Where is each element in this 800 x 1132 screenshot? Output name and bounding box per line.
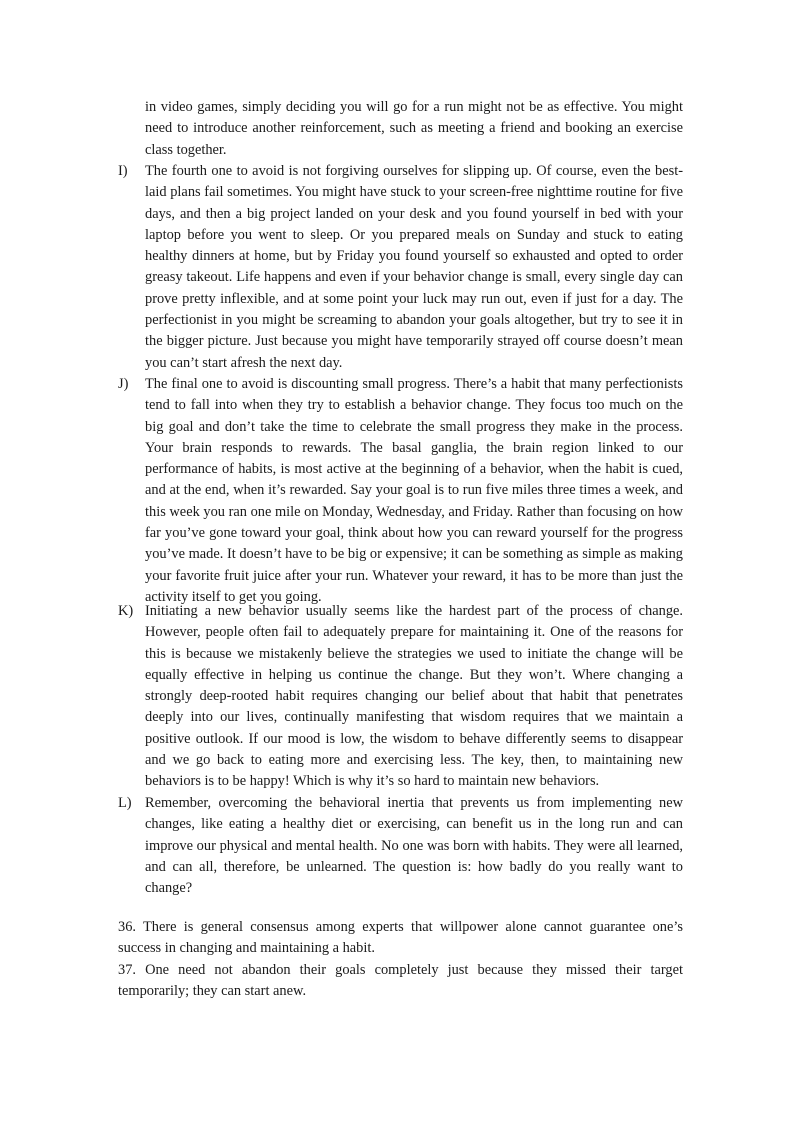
paragraph-text: Initiating a new behavior usually seems like the hardest part of the process of change. However, people often fail to adequately prepare for maintaining it. One of the reasons for this is because we mistakenly believe the strategies we used to initiate the change will be equally effective in helping us continue the change. But they won’t. Where changing a strongly deep-rooted habit requires changing our belief about that habit that penetrates deeply into our lives, continually manifesting that wisdom requires that we maintain a positive outlook. If our mood is low, the wisdom to behave differently seems to disappear and we go back to eating more and exercising less. The key, then, to maintaining new behaviors is to be happy! Which is why it’s so hard to maintain new behaviors.	[145, 603, 683, 790]
question-37: 37. One need not abandon their goals completely just because they missed their target temporarily; they can start anew.	[118, 962, 683, 1000]
paragraph-letter: I)	[118, 163, 128, 179]
paragraph-letter: J)	[118, 376, 129, 392]
continuation-paragraph: in video games, simply deciding you will go for a run might not be as effective. You might need to introduce another reinforcement, such as meeting a friend and booking an exercise class together.	[145, 99, 683, 158]
paragraph-letter: K)	[118, 603, 134, 619]
paragraph-text: The final one to avoid is discounting small progress. There’s a habit that many perfectionists tend to fall into when they try to establish a behavior change. They focus too much on the big goal and don’t take the time to celebrate the small progress they make in the process. Your brain responds to rewards. The basal ganglia, the brain region linked to our performance of habits, is most active at the beginning of a behavior, when the habit is cued, and at the end, when it’s rewarded. Say your goal is to run five miles three times a week, and this week you ran one mile on Monday, Wednesday, and Friday. Rather than focusing on how far you’ve gone toward your goal, think about how you can reward yourself for the progress you’ve made. It doesn’t have to be big or expensive; it can be something as simple as making your favorite fruit juice after your run. Whatever your reward, it has to be more than just the activity itself to get you going.	[145, 376, 683, 605]
paragraph-text: The fourth one to avoid is not forgiving ourselves for slipping up. Of course, even the best-laid plans fail sometimes. You might have stuck to your screen-free nighttime routine for five days, and then a big project landed on your desk and you found yourself in bed with your laptop before you went to sleep. Or you prepared meals on Sunday and stuck to eating healthy dinners at home, but by Friday you found yourself so exhausted and opted to order greasy takeout. Life happens and even if your behavior change is small, every single day can prove pretty inflexible, and at some point your luck may run out, even if just for a day. The perfectionist in you might be screaming to abandon your goals altogether, but try to see it in the bigger picture. Just because you might have temporarily strayed off course doesn’t mean you can’t start afresh the next day.	[145, 163, 683, 371]
paragraph-text: Remember, overcoming the behavioral inertia that prevents us from implementing new changes, like eating a healthy diet or exercising, can benefit us in the long run and can improve our physical and mental health. No one was born with habits. They were all learned, and can all, therefore, be unlearned. The question is: how badly do you really want to change?	[145, 795, 683, 897]
paragraph-letter: L)	[118, 795, 132, 811]
question-36: 36. There is general consensus among experts that willpower alone cannot guarantee one’s success in changing and maintaining a habit.	[118, 919, 683, 957]
